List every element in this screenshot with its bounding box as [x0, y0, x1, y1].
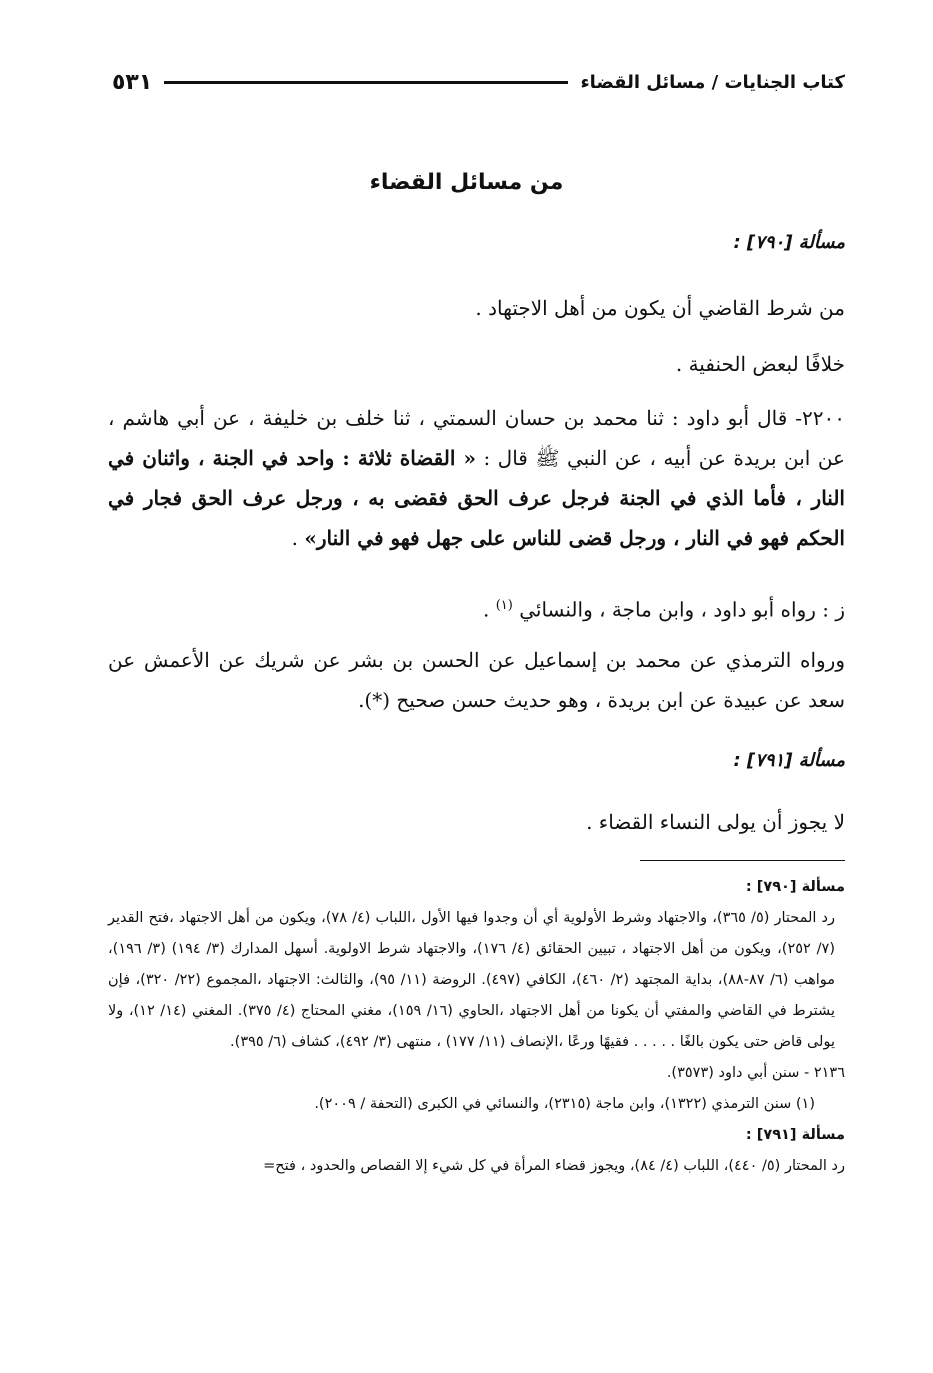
- hadith-matn-end: .: [291, 526, 305, 550]
- footnote-1: (١) سنن الترمذي (١٣٢٢)، وابن ماجة (٢٣١٥)، والنسائي في الكبرى (التحفة / ٢٠٠٩).: [314, 1096, 815, 1112]
- takhrij-text: ز : رواه أبو داود ، وابن ماجة ، والنسائي: [519, 597, 845, 622]
- tirmidhi-narration: ورواه الترمذي عن محمد بن إسماعيل عن الحسن بن بشر عن شريك عن الأعمش عن سعد عن عبيدة عن ابن بريدة ، وهو حديث حسن صحيح (*).: [108, 648, 845, 712]
- footnote-791-label: مسألة [٧٩١] :: [745, 1127, 845, 1143]
- hadith-2200: [108, 398, 845, 558]
- hadith-isnad: ٢٢٠٠- قال أبو داود : ثنا محمد بن حسان السمتي ، ثنا خلف بن خليفة ، عن أبي هاشم ، عن ابن بريدة عن أبيه ، عن النبي ﷺ قال :: [108, 406, 845, 470]
- masala-790-label: مسألة [٧٩٠] :: [733, 232, 845, 253]
- masala-790-note: خلافًا لبعض الحنفية .: [675, 352, 845, 376]
- masala-791-statement: لا يجوز أن يولى النساء القضاء .: [586, 810, 845, 834]
- footnotes: [108, 872, 845, 1182]
- section-title: من مسائل القضاء: [369, 170, 564, 195]
- hadith-takhrij: [108, 586, 845, 630]
- footnote-790-text: رد المحتار (٥/ ٣٦٥)، والاجتهاد وشرط الأولوية أي أن وجدوا فيها الأول ،اللباب (٤/ ٧٨)، ويكون من أهل الاجتهاد ،فتح القدير (٧/ ٢٥٢)، ويكون من أهل الاجتهاد ، تبيين الحقائق (٤/ ١٧٦)، والاجتهاد شرط الاولوية. أسهل المدارك (٣/ ١٩٤) (٣/ ١٩٦)، مواهب (٦/ ٨٧-٨٨)، بداية المجتهد (٢/ ٤٦٠)، الكافي (٤٩٧). الروضة (١١/ ٩٥)، والثالث: الاجتهاد ،المجموع (٢٢/ ٣٢٠)، فإن يشترط في القاضي والمفتي أن يكونا من أهل الاجتهاد ،الحاوي (١٦/ ١٥٩)، مغني المحتاج (٤/ ٣٧٥). المغني (١٤/ ١٢)، ولا يولى قاض حتى يكون بالغًا . . . . . فقيهًا ورعًا ،الإنصاف (١١/ ١٧٧) ، منتهى (٣/ ٤٩٢)، كشاف (٦/ ٣٩٥).: [108, 910, 836, 1050]
- masala-791-label: مسألة [٧٩١] :: [733, 750, 845, 771]
- takhrij-end: .: [483, 597, 496, 622]
- masala-790-statement: من شرط القاضي أن يكون من أهل الاجتهاد .: [475, 296, 845, 320]
- footnote-2136: ٢١٣٦ - سنن أبي داود (٣٥٧٣).: [666, 1065, 845, 1081]
- hadith-matn: « القضاة ثلاثة : واحد في الجنة ، واثنان في النار ، فأما الذي في الجنة فرجل عرف الحق فقضى به ، ورجل عرف الحق فجار في الحكم فهو في النار ، ورجل قضى للناس على جهل فهو في النار»: [108, 446, 845, 550]
- footnote-791-text: رد المحتار (٥/ ٤٤٠)، اللباب (٤/ ٨٤)، ويجوز قضاء المرأة في كل شيء إلا القصاص والحدود ، فتح=: [263, 1158, 845, 1174]
- footnote-ref-1: (١): [495, 598, 513, 613]
- header-rule: [164, 81, 568, 84]
- footnote-separator: [640, 860, 845, 861]
- footnote-790-label: مسألة [٧٩٠] :: [745, 879, 845, 895]
- book-title: كتاب الجنايات / مسائل القضاء: [580, 72, 845, 93]
- page-number: ٥٣١: [112, 70, 153, 95]
- running-header: [112, 70, 845, 95]
